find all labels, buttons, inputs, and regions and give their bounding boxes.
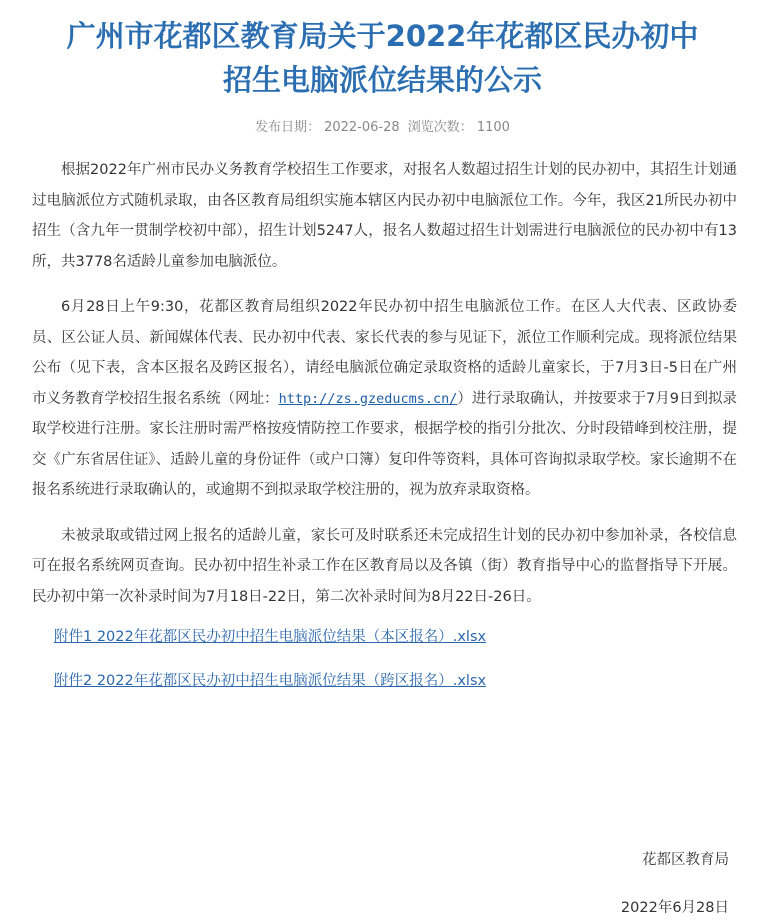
paragraph-2-text-b: ）进行录取确认，并按要求于7月9日到拟录取学校进行注册。家长注册时需严格按疫情防控工作要求，根据学校的指引分批次、分时段错峰到校注册，提交《广东省居住证》、适龄儿童的身份证件（或户口簿）复印件等资料，具体可咨询拟录取学校。家长逾期不在报名系统进行录取确认的，或逾期不到拟录取学校注册的，视为放弃录取资格。 bbox=[32, 390, 737, 498]
registration-system-link[interactable]: http://zs.gzeducms.cn/ bbox=[278, 390, 458, 407]
paragraph-3: 未被录取或错过网上报名的适龄儿童，家长可及时联系还未完成招生计划的民办初中参加补录，各校信息可在报名系统网页查询。民办初中招生补录工作在区教育局以及各镇（街）教育指导中心的监督指导下开展。民办初中第一次补录时间为7月18日-22日，第二次补录时间为8月22日-26日。 bbox=[32, 527, 737, 605]
paragraph-2 bbox=[32, 292, 737, 506]
attachment-link-local[interactable]: 附件1 2022年花都区民办初中招生电脑派位结果（本区报名）.xlsx bbox=[54, 629, 487, 645]
article-body bbox=[0, 155, 765, 612]
signature-organization: 花都区教育局 bbox=[642, 852, 729, 868]
attachments-list bbox=[0, 627, 765, 691]
article-meta bbox=[0, 118, 765, 138]
view-count-label: 浏览次数： bbox=[407, 120, 473, 135]
view-count: 1100 bbox=[476, 120, 510, 135]
publish-date: 2022-06-28 bbox=[324, 120, 400, 135]
article-title-line-2: 招生电脑派位结果的公示 bbox=[222, 63, 542, 97]
signature-date: 2022年6月28日 bbox=[620, 900, 729, 916]
paragraph-2-text-a: 6月28日上午9:30，花都区教育局组织2022年民办初中招生电脑派位工作。在区人大代表、区政协委员、区公证人员、新闻媒体代表、民办初中代表、家长代表的参与见证下，派位工作顺利完成。现将派位结果公布（见下表，含本区报名及跨区报名），请经电脑派位确定录取资格的适龄儿童家长，于7月3日-5日在广州市义务教育学校招生报名系统（网址： bbox=[32, 299, 737, 407]
article-title bbox=[0, 0, 765, 102]
paragraph-1: 根据2022年广州市民办义务教育学校招生工作要求，对报名人数超过招生计划的民办初中，其招生计划通过电脑派位方式随机录取，由各区教育局组织实施本辖区内民办初中电脑派位工作。今年，我区21所民办初中招生（含九年一贯制学校初中部），招生计划5247人，报名人数超过招生计划需进行电脑派位的民办初中有13所，共3778名适龄儿童参加电脑派位。 bbox=[32, 162, 737, 270]
article-title-line-1: 广州市花都区教育局关于2022年花都区民办初中 bbox=[66, 19, 699, 53]
attachment-link-cross-district[interactable]: 附件2 2022年花都区民办初中招生电脑派位结果（跨区报名）.xlsx bbox=[54, 673, 487, 689]
publish-date-label: 发布日期： bbox=[255, 120, 321, 135]
